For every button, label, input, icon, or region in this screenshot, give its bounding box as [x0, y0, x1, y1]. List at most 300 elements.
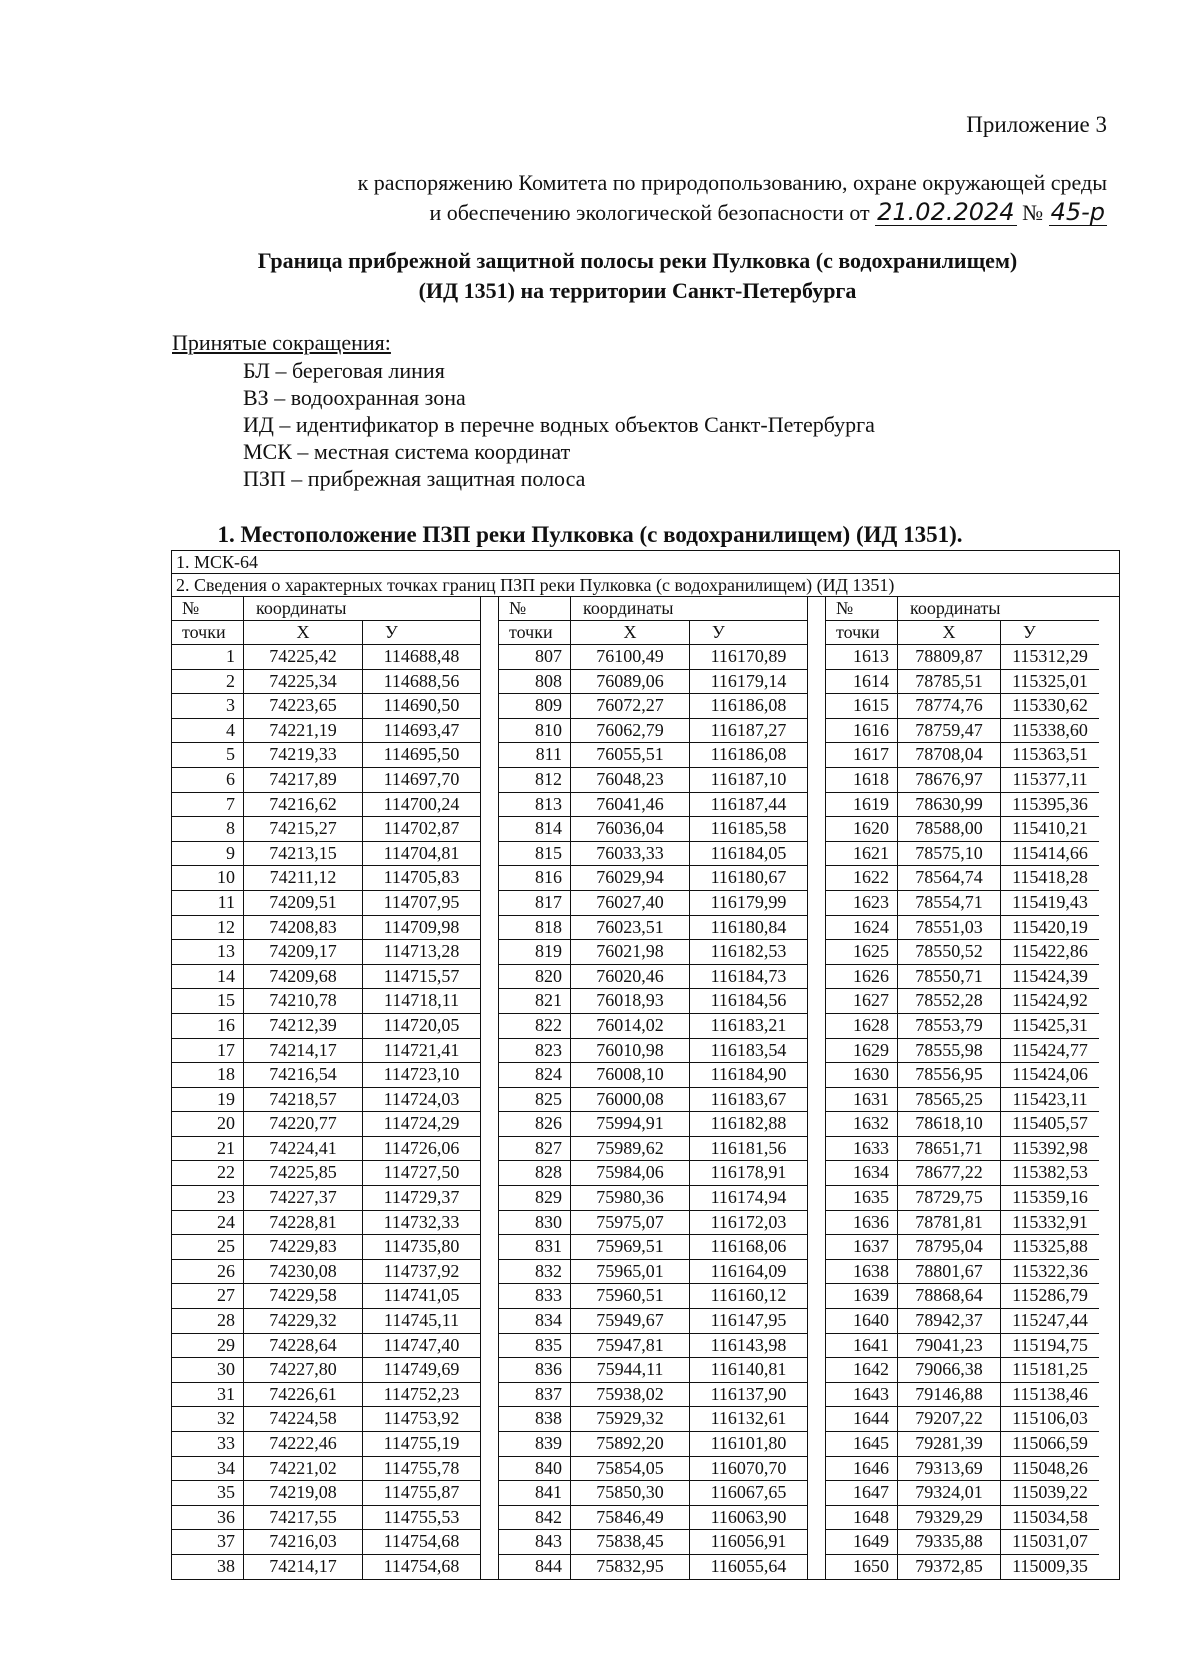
coord-y: 116183,21: [710, 1014, 787, 1035]
point-number: 15: [172, 989, 244, 1013]
coord-x: 78801,67: [898, 1260, 1001, 1284]
coordinates-table: [171, 550, 1120, 1580]
point-number: 5: [172, 743, 244, 767]
table-row: [172, 1555, 480, 1579]
title-line-2: (ИД 1351) на территории Санкт-Петербурга: [418, 278, 857, 303]
point-number: 1618: [826, 768, 898, 792]
table-row: [826, 1186, 1099, 1211]
coord-y: 114755,19: [383, 1433, 460, 1453]
coord-x: 75975,07: [571, 1211, 690, 1235]
coord-x: 74230,08: [244, 1260, 363, 1284]
decree-line-2-prefix: и обеспечению экологической безопасности от: [429, 200, 870, 225]
table-row: [826, 1137, 1099, 1162]
coord-x: 75944,11: [571, 1358, 690, 1382]
coord-x: 76062,79: [571, 719, 690, 743]
coord-y: 116181,56: [710, 1137, 787, 1158]
header-number: №: [499, 597, 571, 620]
table-row: [826, 1211, 1099, 1236]
point-number: 1614: [826, 670, 898, 694]
point-number: 1636: [826, 1211, 898, 1235]
header-coordinates: координаты: [256, 598, 347, 618]
coord-x: 79324,01: [898, 1481, 1001, 1505]
table-row: [172, 866, 480, 891]
table-row: [499, 817, 807, 842]
coord-y: 114747,40: [383, 1334, 460, 1355]
coord-y: 116184,56: [710, 990, 787, 1011]
table-row: [172, 670, 480, 695]
table-row: [826, 645, 1099, 670]
point-number: 1620: [826, 817, 898, 841]
coord-x: 76072,27: [571, 694, 690, 718]
point-number: 1647: [826, 1481, 898, 1505]
header-coordinates: координаты: [583, 598, 674, 618]
point-number: 1631: [826, 1088, 898, 1112]
coord-y: 115338,60: [1012, 719, 1088, 740]
coord-x: 79041,23: [898, 1334, 1001, 1358]
coord-x: 74214,17: [244, 1039, 363, 1063]
coord-y: 115419,43: [1012, 891, 1088, 912]
table-row: [172, 817, 480, 842]
coord-x: 76089,06: [571, 670, 690, 694]
table-row: [172, 719, 480, 744]
point-number: 1630: [826, 1063, 898, 1087]
point-number: 837: [499, 1383, 571, 1407]
coord-y: 115405,57: [1012, 1113, 1088, 1134]
coord-x: 75938,02: [571, 1383, 690, 1407]
coord-y: 116183,54: [710, 1039, 787, 1060]
point-number: 815: [499, 842, 571, 866]
coord-x: 74212,39: [244, 1014, 363, 1038]
coord-y: 115325,01: [1012, 670, 1088, 691]
coord-x: 78651,71: [898, 1137, 1001, 1161]
table-row: [172, 1284, 480, 1309]
table-row: [172, 1235, 480, 1260]
point-number: 28: [172, 1309, 244, 1333]
table-row: [172, 743, 480, 768]
coord-x: 78618,10: [898, 1112, 1001, 1136]
table-row: [499, 866, 807, 891]
coord-y: 116070,70: [710, 1457, 787, 1478]
point-number: 21: [172, 1137, 244, 1161]
coord-y: 116180,84: [710, 916, 787, 937]
table-row: [499, 768, 807, 793]
coord-x: 78630,99: [898, 793, 1001, 817]
coord-y: 115382,53: [1012, 1162, 1088, 1183]
coord-x: 78550,52: [898, 940, 1001, 964]
table-row: [172, 1161, 480, 1186]
coord-y: 114700,24: [383, 793, 460, 814]
abbreviation-item: ВЗ – водоохранная зона: [243, 385, 466, 410]
coord-y: 114724,03: [383, 1088, 460, 1109]
point-number: 10: [172, 866, 244, 890]
point-number: 1650: [826, 1555, 898, 1579]
coord-y: 114755,78: [383, 1457, 460, 1478]
table-row: [499, 940, 807, 965]
coord-x: 75838,45: [571, 1530, 690, 1554]
coord-x: 78774,76: [898, 694, 1001, 718]
coord-x: 74222,46: [244, 1432, 363, 1456]
coord-y: 114755,87: [383, 1482, 460, 1503]
coord-y: 115395,36: [1012, 793, 1088, 814]
point-number: 812: [499, 768, 571, 792]
table-row: [826, 1161, 1099, 1186]
coord-x: 74216,54: [244, 1063, 363, 1087]
table-row: [826, 1555, 1099, 1579]
coord-y: 116184,05: [710, 842, 787, 863]
point-number: 1622: [826, 866, 898, 890]
table-row: [499, 1407, 807, 1432]
table-row: [172, 1063, 480, 1088]
point-number: 1613: [826, 645, 898, 669]
table-row: [172, 1039, 480, 1064]
coord-x: 78550,71: [898, 965, 1001, 989]
coord-y: 114737,92: [383, 1260, 460, 1281]
table-row: [826, 1284, 1099, 1309]
coord-x: 74217,55: [244, 1506, 363, 1530]
point-number: 826: [499, 1112, 571, 1136]
coord-y: 116056,91: [710, 1531, 787, 1552]
table-row: [499, 891, 807, 916]
coord-x: 74218,57: [244, 1088, 363, 1112]
point-number: 1632: [826, 1112, 898, 1136]
point-number: 836: [499, 1358, 571, 1382]
coord-y: 116186,08: [710, 695, 787, 716]
point-number: 1: [172, 645, 244, 669]
coord-y: 114707,95: [383, 891, 460, 912]
point-number: 30: [172, 1358, 244, 1382]
table-row: [172, 1186, 480, 1211]
coord-x: 74227,37: [244, 1186, 363, 1210]
point-number: 1648: [826, 1506, 898, 1530]
table-row: [499, 1112, 807, 1137]
header-coordinates: координаты: [910, 598, 1001, 618]
coord-x: 74221,19: [244, 719, 363, 743]
table-row: [172, 1137, 480, 1162]
table-row: [499, 1039, 807, 1064]
table-row: [499, 1334, 807, 1359]
coord-y: 115410,21: [1012, 818, 1088, 839]
coord-y: 115420,19: [1012, 916, 1088, 937]
coord-x: 78708,04: [898, 743, 1001, 767]
coord-x: 76020,46: [571, 965, 690, 989]
point-number: 1634: [826, 1161, 898, 1185]
table-row: [499, 965, 807, 990]
coord-x: 74224,41: [244, 1137, 363, 1161]
coord-x: 76048,23: [571, 768, 690, 792]
coord-x: 74209,68: [244, 965, 363, 989]
point-number: 838: [499, 1407, 571, 1431]
decree-number-sign: №: [1022, 200, 1044, 225]
decree-line-1: к распоряжению Комитета по природопользованию, охране окружающей среды: [357, 170, 1107, 195]
point-number: 1644: [826, 1407, 898, 1431]
coord-y: 116168,06: [710, 1236, 787, 1257]
coord-x: 76029,94: [571, 866, 690, 890]
coord-y: 114723,10: [383, 1064, 460, 1085]
coord-x: 79281,39: [898, 1432, 1001, 1456]
coord-x: 74219,08: [244, 1481, 363, 1505]
table-row: [499, 1088, 807, 1113]
coord-y: 114732,33: [383, 1211, 460, 1232]
coord-x: 75969,51: [571, 1235, 690, 1259]
coord-x: 75960,51: [571, 1284, 690, 1308]
table-row-caption: 2. Сведения о характерных точках границ ПЗП реки Пулковка (с водохранилищем) (ИД 1351): [172, 574, 1119, 597]
coord-x: 75965,01: [571, 1260, 690, 1284]
point-number: 840: [499, 1457, 571, 1481]
coord-y: 114727,50: [383, 1162, 460, 1183]
point-number: 9: [172, 842, 244, 866]
coord-y: 114741,05: [383, 1285, 460, 1306]
coord-y: 115363,51: [1012, 744, 1088, 765]
table-row: [499, 743, 807, 768]
point-number: 808: [499, 670, 571, 694]
table-row: [826, 866, 1099, 891]
table-row: [499, 1506, 807, 1531]
point-number: 35: [172, 1481, 244, 1505]
header-point: точки: [172, 621, 244, 644]
point-number: 1627: [826, 989, 898, 1013]
coord-y: 116178,91: [710, 1162, 787, 1183]
point-number: 1623: [826, 891, 898, 915]
coord-y: 114697,70: [383, 768, 460, 789]
table-row: [826, 1334, 1099, 1359]
coord-x: 74228,81: [244, 1211, 363, 1235]
document-title: [0, 246, 1200, 306]
point-number: 835: [499, 1334, 571, 1358]
coord-x: 75929,32: [571, 1407, 690, 1431]
coord-x: 78677,22: [898, 1161, 1001, 1185]
coord-y: 116147,95: [710, 1310, 787, 1331]
point-number: 1619: [826, 793, 898, 817]
coord-y: 116184,90: [710, 1064, 787, 1085]
table-row: [499, 1161, 807, 1186]
point-number: 1638: [826, 1260, 898, 1284]
decree-date-handwritten: 21.02.2024: [877, 198, 1015, 226]
coord-x: 75984,06: [571, 1161, 690, 1185]
coord-y: 114721,41: [383, 1039, 460, 1060]
point-number: 12: [172, 916, 244, 940]
point-number: 26: [172, 1260, 244, 1284]
coord-y: 114688,48: [383, 646, 460, 666]
point-number: 839: [499, 1432, 571, 1456]
coord-y: 116187,44: [710, 793, 787, 814]
appendix-label: Приложение 3: [966, 112, 1107, 137]
table-row: [172, 1457, 480, 1482]
table-row: [826, 965, 1099, 990]
point-number: 34: [172, 1457, 244, 1481]
coord-y: 116180,67: [710, 867, 787, 888]
coord-y: 116137,90: [710, 1383, 787, 1404]
coord-x: 74228,64: [244, 1334, 363, 1358]
coord-x: 75989,62: [571, 1137, 690, 1161]
coord-x: 78565,25: [898, 1088, 1001, 1112]
coord-y: 114735,80: [383, 1236, 460, 1257]
coord-y: 114753,92: [383, 1408, 460, 1429]
table-row: [172, 1481, 480, 1506]
abbreviation-item: ИД – идентификатор в перечне водных объектов Санкт-Петербурга: [243, 412, 875, 437]
table-row: [172, 645, 480, 670]
point-number: 14: [172, 965, 244, 989]
coord-y: 116179,14: [710, 670, 787, 691]
table-row: [826, 1088, 1099, 1113]
table-row: [499, 1137, 807, 1162]
coord-y: 115106,03: [1012, 1408, 1088, 1429]
coord-x: 75949,67: [571, 1309, 690, 1333]
coord-y: 114688,56: [383, 670, 460, 691]
table-row: [826, 940, 1099, 965]
coord-y: 114715,57: [383, 965, 460, 986]
point-number: 1649: [826, 1530, 898, 1554]
point-number: 13: [172, 940, 244, 964]
coord-y: 115422,86: [1012, 941, 1088, 962]
coord-x: 78809,87: [898, 645, 1001, 669]
table-row: [499, 1260, 807, 1285]
abbreviation-item: ПЗП – прибрежная защитная полоса: [243, 466, 586, 491]
point-number: 3: [172, 694, 244, 718]
point-number: 844: [499, 1555, 571, 1579]
coord-y: 114693,47: [383, 719, 460, 740]
table-row: [499, 1235, 807, 1260]
table-row: [826, 989, 1099, 1014]
coord-y: 114705,83: [383, 867, 460, 888]
table-row: [826, 916, 1099, 941]
coord-y: 115414,66: [1012, 842, 1088, 863]
coord-x: 74224,58: [244, 1407, 363, 1431]
table-row: [826, 1112, 1099, 1137]
coord-y: 115194,75: [1012, 1334, 1088, 1355]
point-number: 818: [499, 916, 571, 940]
coord-x: 79207,22: [898, 1407, 1001, 1431]
coord-x: 75947,81: [571, 1334, 690, 1358]
coord-y: 114752,23: [383, 1383, 460, 1404]
point-number: 821: [499, 989, 571, 1013]
point-number: 37: [172, 1530, 244, 1554]
coord-x: 78868,64: [898, 1284, 1001, 1308]
point-number: 7: [172, 793, 244, 817]
table-row: [826, 1358, 1099, 1383]
column-gap: [480, 597, 499, 1579]
coord-y: 115418,28: [1012, 867, 1088, 888]
point-number: 6: [172, 768, 244, 792]
coord-y: 115031,07: [1012, 1531, 1088, 1552]
point-number: 1616: [826, 719, 898, 743]
point-number: 18: [172, 1063, 244, 1087]
coordinate-block: [499, 597, 807, 1579]
point-number: 828: [499, 1161, 571, 1185]
point-number: 27: [172, 1284, 244, 1308]
header-row: [499, 597, 807, 621]
decree-line-2: [358, 198, 1107, 228]
table-row: [826, 1506, 1099, 1531]
coord-y: 115332,91: [1012, 1211, 1088, 1232]
coordinate-block: [172, 597, 480, 1579]
coord-x: 76036,04: [571, 817, 690, 841]
coord-x: 74215,27: [244, 817, 363, 841]
table-row: [826, 768, 1099, 793]
point-number: 20: [172, 1112, 244, 1136]
table-row: [499, 1284, 807, 1309]
coord-x: 76021,98: [571, 940, 690, 964]
point-number: 830: [499, 1211, 571, 1235]
point-number: 1639: [826, 1284, 898, 1308]
coord-y: 116185,58: [710, 818, 787, 839]
table-row: [826, 694, 1099, 719]
coord-x: 78588,00: [898, 817, 1001, 841]
coord-y: 116183,67: [710, 1088, 787, 1109]
coord-x: 78759,47: [898, 719, 1001, 743]
point-number: 820: [499, 965, 571, 989]
table-blocks: [172, 597, 1119, 1579]
table-row: [172, 891, 480, 916]
coord-x: 76014,02: [571, 1014, 690, 1038]
point-number: 1615: [826, 694, 898, 718]
coord-x: 79066,38: [898, 1358, 1001, 1382]
table-row: [499, 1211, 807, 1236]
header-row: [172, 597, 480, 621]
coord-x: 79335,88: [898, 1530, 1001, 1554]
coord-y: 115009,35: [1012, 1555, 1088, 1576]
point-number: 811: [499, 743, 571, 767]
coord-x: 74216,62: [244, 793, 363, 817]
coord-y: 116101,80: [710, 1433, 787, 1453]
point-number: 1624: [826, 916, 898, 940]
coord-x: 74208,83: [244, 916, 363, 940]
coord-y: 114754,68: [383, 1531, 460, 1552]
point-number: 842: [499, 1506, 571, 1530]
table-row: [826, 1407, 1099, 1432]
point-number: 833: [499, 1284, 571, 1308]
table-row: [499, 719, 807, 744]
coord-y: 114718,11: [383, 990, 460, 1011]
table-row: [826, 1014, 1099, 1039]
point-number: 25: [172, 1235, 244, 1259]
coordinate-block: [826, 597, 1099, 1579]
title-line-1: Граница прибрежной защитной полосы реки Пулковка (с водохранилищем): [257, 248, 1018, 273]
coord-x: 76010,98: [571, 1039, 690, 1063]
coord-x: 76018,93: [571, 989, 690, 1013]
coord-x: 78729,75: [898, 1186, 1001, 1210]
point-number: 1643: [826, 1383, 898, 1407]
coord-x: 76008,10: [571, 1063, 690, 1087]
coord-y: 115322,36: [1012, 1260, 1088, 1281]
coord-y: 115377,11: [1012, 768, 1088, 789]
point-number: 827: [499, 1137, 571, 1161]
table-row: [826, 1063, 1099, 1088]
coord-y: 116187,27: [710, 719, 787, 740]
point-number: 38: [172, 1555, 244, 1579]
coord-x: 78551,03: [898, 916, 1001, 940]
coord-y: 115066,59: [1012, 1433, 1088, 1453]
table-row: [826, 670, 1099, 695]
point-number: 807: [499, 645, 571, 669]
point-number: 1640: [826, 1309, 898, 1333]
table-row: [499, 793, 807, 818]
point-number: 4: [172, 719, 244, 743]
point-number: 31: [172, 1383, 244, 1407]
coord-x: 76041,46: [571, 793, 690, 817]
coord-x: 76000,08: [571, 1088, 690, 1112]
table-row: [499, 1530, 807, 1555]
table-row: [826, 1260, 1099, 1285]
header-row: [172, 621, 480, 645]
coord-x: 78552,28: [898, 989, 1001, 1013]
point-number: 1629: [826, 1039, 898, 1063]
coord-x: 78575,10: [898, 842, 1001, 866]
coord-x: 79372,85: [898, 1555, 1001, 1579]
table-row: [499, 670, 807, 695]
coord-y: 114726,06: [383, 1137, 460, 1158]
coord-x: 75994,91: [571, 1112, 690, 1136]
decree-reference: [358, 168, 1107, 228]
